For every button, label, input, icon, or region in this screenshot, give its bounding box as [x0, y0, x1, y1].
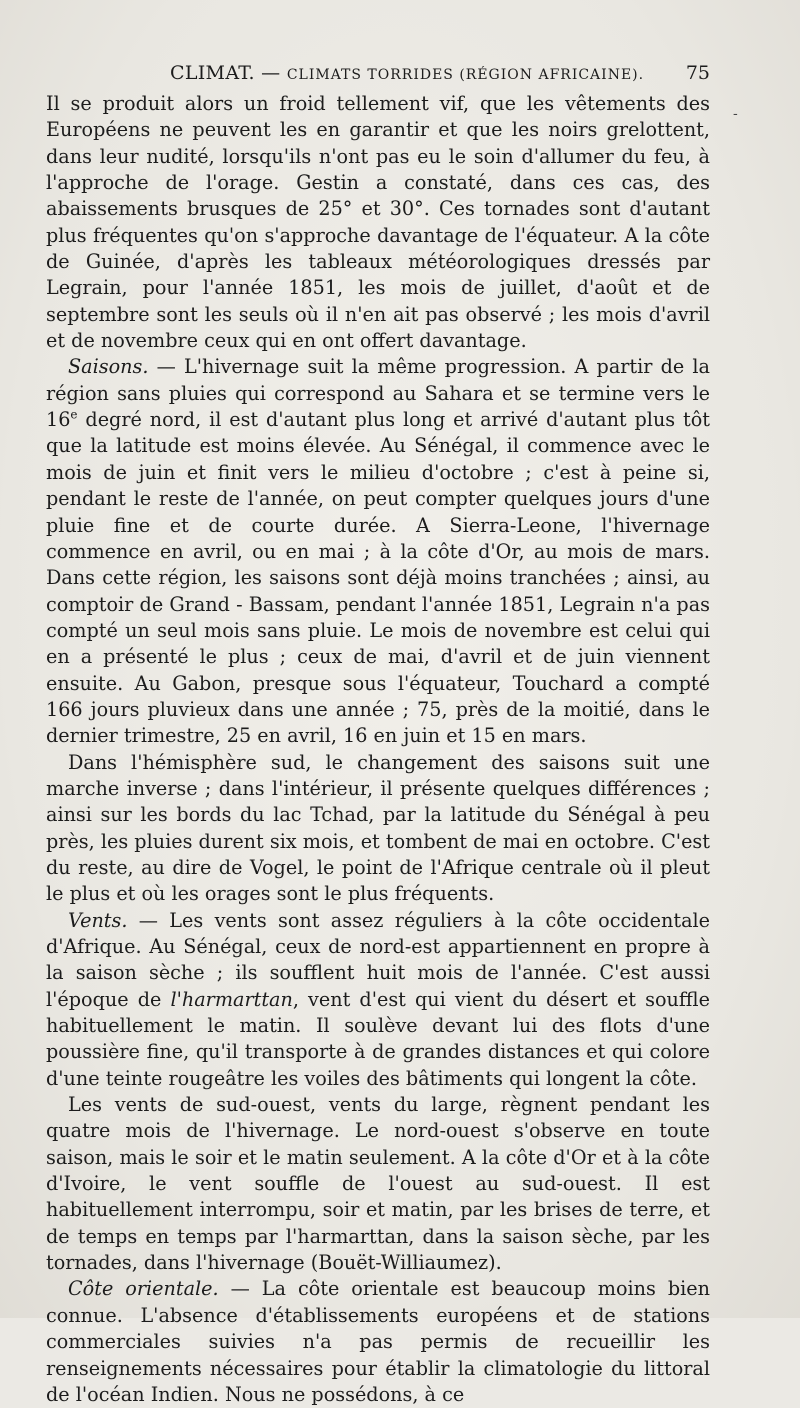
margin-mark: -: [733, 106, 738, 122]
section-lead-cote-orientale: Côte orientale.: [68, 1277, 219, 1301]
running-header: [46, 58, 710, 88]
header-dash: —: [261, 62, 281, 84]
paragraph-text: Les vents de sud-ouest, vents du large, règnent pendant les quatre mois de l'hivernage. Le nord-ouest s'observe en toute saison, mais le soir et le matin seulement. A la côte d'Or et à la côte d'Ivoire, le vent souffle de l'ouest au sud-ouest. Il est habituellement interrompu, soir et matin, par les brises de terre, et de temps en temps par l'harmarttan, dans la saison sèche, par les tornades, dans l'hivernage (Bouët-Williaumez).: [46, 1093, 710, 1275]
header-title: CLIMAT.: [170, 62, 255, 84]
paragraph-text: — La côte orientale est beaucoup moins bien connue. L'absence d'établissements européens et de stations commerciales suivies n'a pas permis de recueillir les renseignements nécessaires pour établir la climatologie du littoral de l'océan Indien. Nous ne possédons, à ce: [46, 1277, 710, 1406]
section-lead-saisons: Saisons.: [68, 355, 149, 379]
paragraph-text: , vent d'est qui vient du désert et souffle habituellement le matin. Il soulève devant lui des flots d'une poussière fine, qu'il transporte à de grandes distances et qui colore d'une teinte rougeâtre les voiles des bâtiments qui longent la côte.: [46, 987, 710, 1090]
paragraph-text: Il se produit alors un froid tellement vif, que les vêtements des Européens ne peuvent les en garantir et que les noirs grelottent, dans leur nudité, lorsqu'ils n'ont pas eu le soin d'allumer du feu, à l'approche de l'orage. Gestin a constaté, dans ces cas, des abaissements brusques de 25° et 30°. Ces tornades sont d'autant plus fréquentes qu'on s'approche davantage de l'équateur. A la côte de Guinée, d'après les tableaux météorologiques dressés par Legrain, pour l'année 1851, les mois de juillet, d'août et de septembre sont les seuls où il n'en ait pas observé ; les mois d'avril et de novembre ceux qui en ont offert davantage.: [46, 92, 710, 353]
italic-term: l'harmarttan: [170, 987, 293, 1011]
superscript: e: [70, 407, 78, 422]
running-title: [170, 58, 644, 90]
paragraph-saisons: [46, 354, 710, 749]
paragraph-cote-orientale: [46, 1276, 710, 1408]
paragraph-text: — Les vents sont assez réguliers à la côte occidentale d'Afrique. Au Sénégal, ceux de nord-est appartiennent en propre à la saison sèche ; ils soufflent huit mois de l'année. C'est aussi l'époque de: [46, 908, 710, 1011]
paragraph-text: — L'hivernage suit la même progression. A partir de la région sans pluies qui correspond au Sahara et se termine vers le 16: [46, 355, 710, 432]
paragraph-sud-ouest: [46, 1092, 710, 1276]
body-text: [46, 91, 710, 1408]
paragraph-text: degré nord, il est d'autant plus long et arrivé d'autant plus tôt que la latitude est moins élevée. Au Sénégal, il commence avec le mois de juin et finit vers le milieu d'octobre ; c'est à peine si, pendant le reste de l'année, on peut compter quelques jours d'une pluie fine et de courte durée. A Sierra-Leone, l'hivernage commence en avril, ou en mai ; à la côte d'Or, au mois de mars. Dans cette région, les saisons sont déjà moins tranchées ; ainsi, au comptoir de Grand - Bassam, pendant l'année 1851, Legrain n'a pas compté un seul mois sans pluie. Le mois de novembre est celui qui en a présenté le plus ; ceux de mai, d'avril et de juin viennent ensuite. Au Gabon, presque sous l'équateur, Touchard a compté 166 jours pluvieux dans une année ; 75, près de la moitié, dans le dernier trimestre, 25 en avril, 16 en juin et 15 en mars.: [46, 408, 710, 748]
paragraph-text: Dans l'hémisphère sud, le changement des saisons suit une marche inverse ; dans l'intérieur, il présente quelques différences ; ainsi sur les bords du lac Tchad, par la latitude du Sénégal à peu près, les pluies durent six mois, et tombent de mai en octobre. C'est du reste, au dire de Vogel, le point de l'Afrique centrale où il pleut le plus et où les orages sont le plus fréquents.: [46, 750, 710, 906]
page-number: 75: [685, 62, 710, 84]
paragraph-vents: [46, 908, 710, 1092]
header-subtitle: CLIMATS TORRIDES (RÉGION AFRICAINE).: [286, 67, 645, 83]
paragraph-tornades: [46, 91, 710, 354]
paragraph-hemisphere-sud: [46, 750, 710, 908]
section-lead-vents: Vents.: [68, 908, 128, 932]
